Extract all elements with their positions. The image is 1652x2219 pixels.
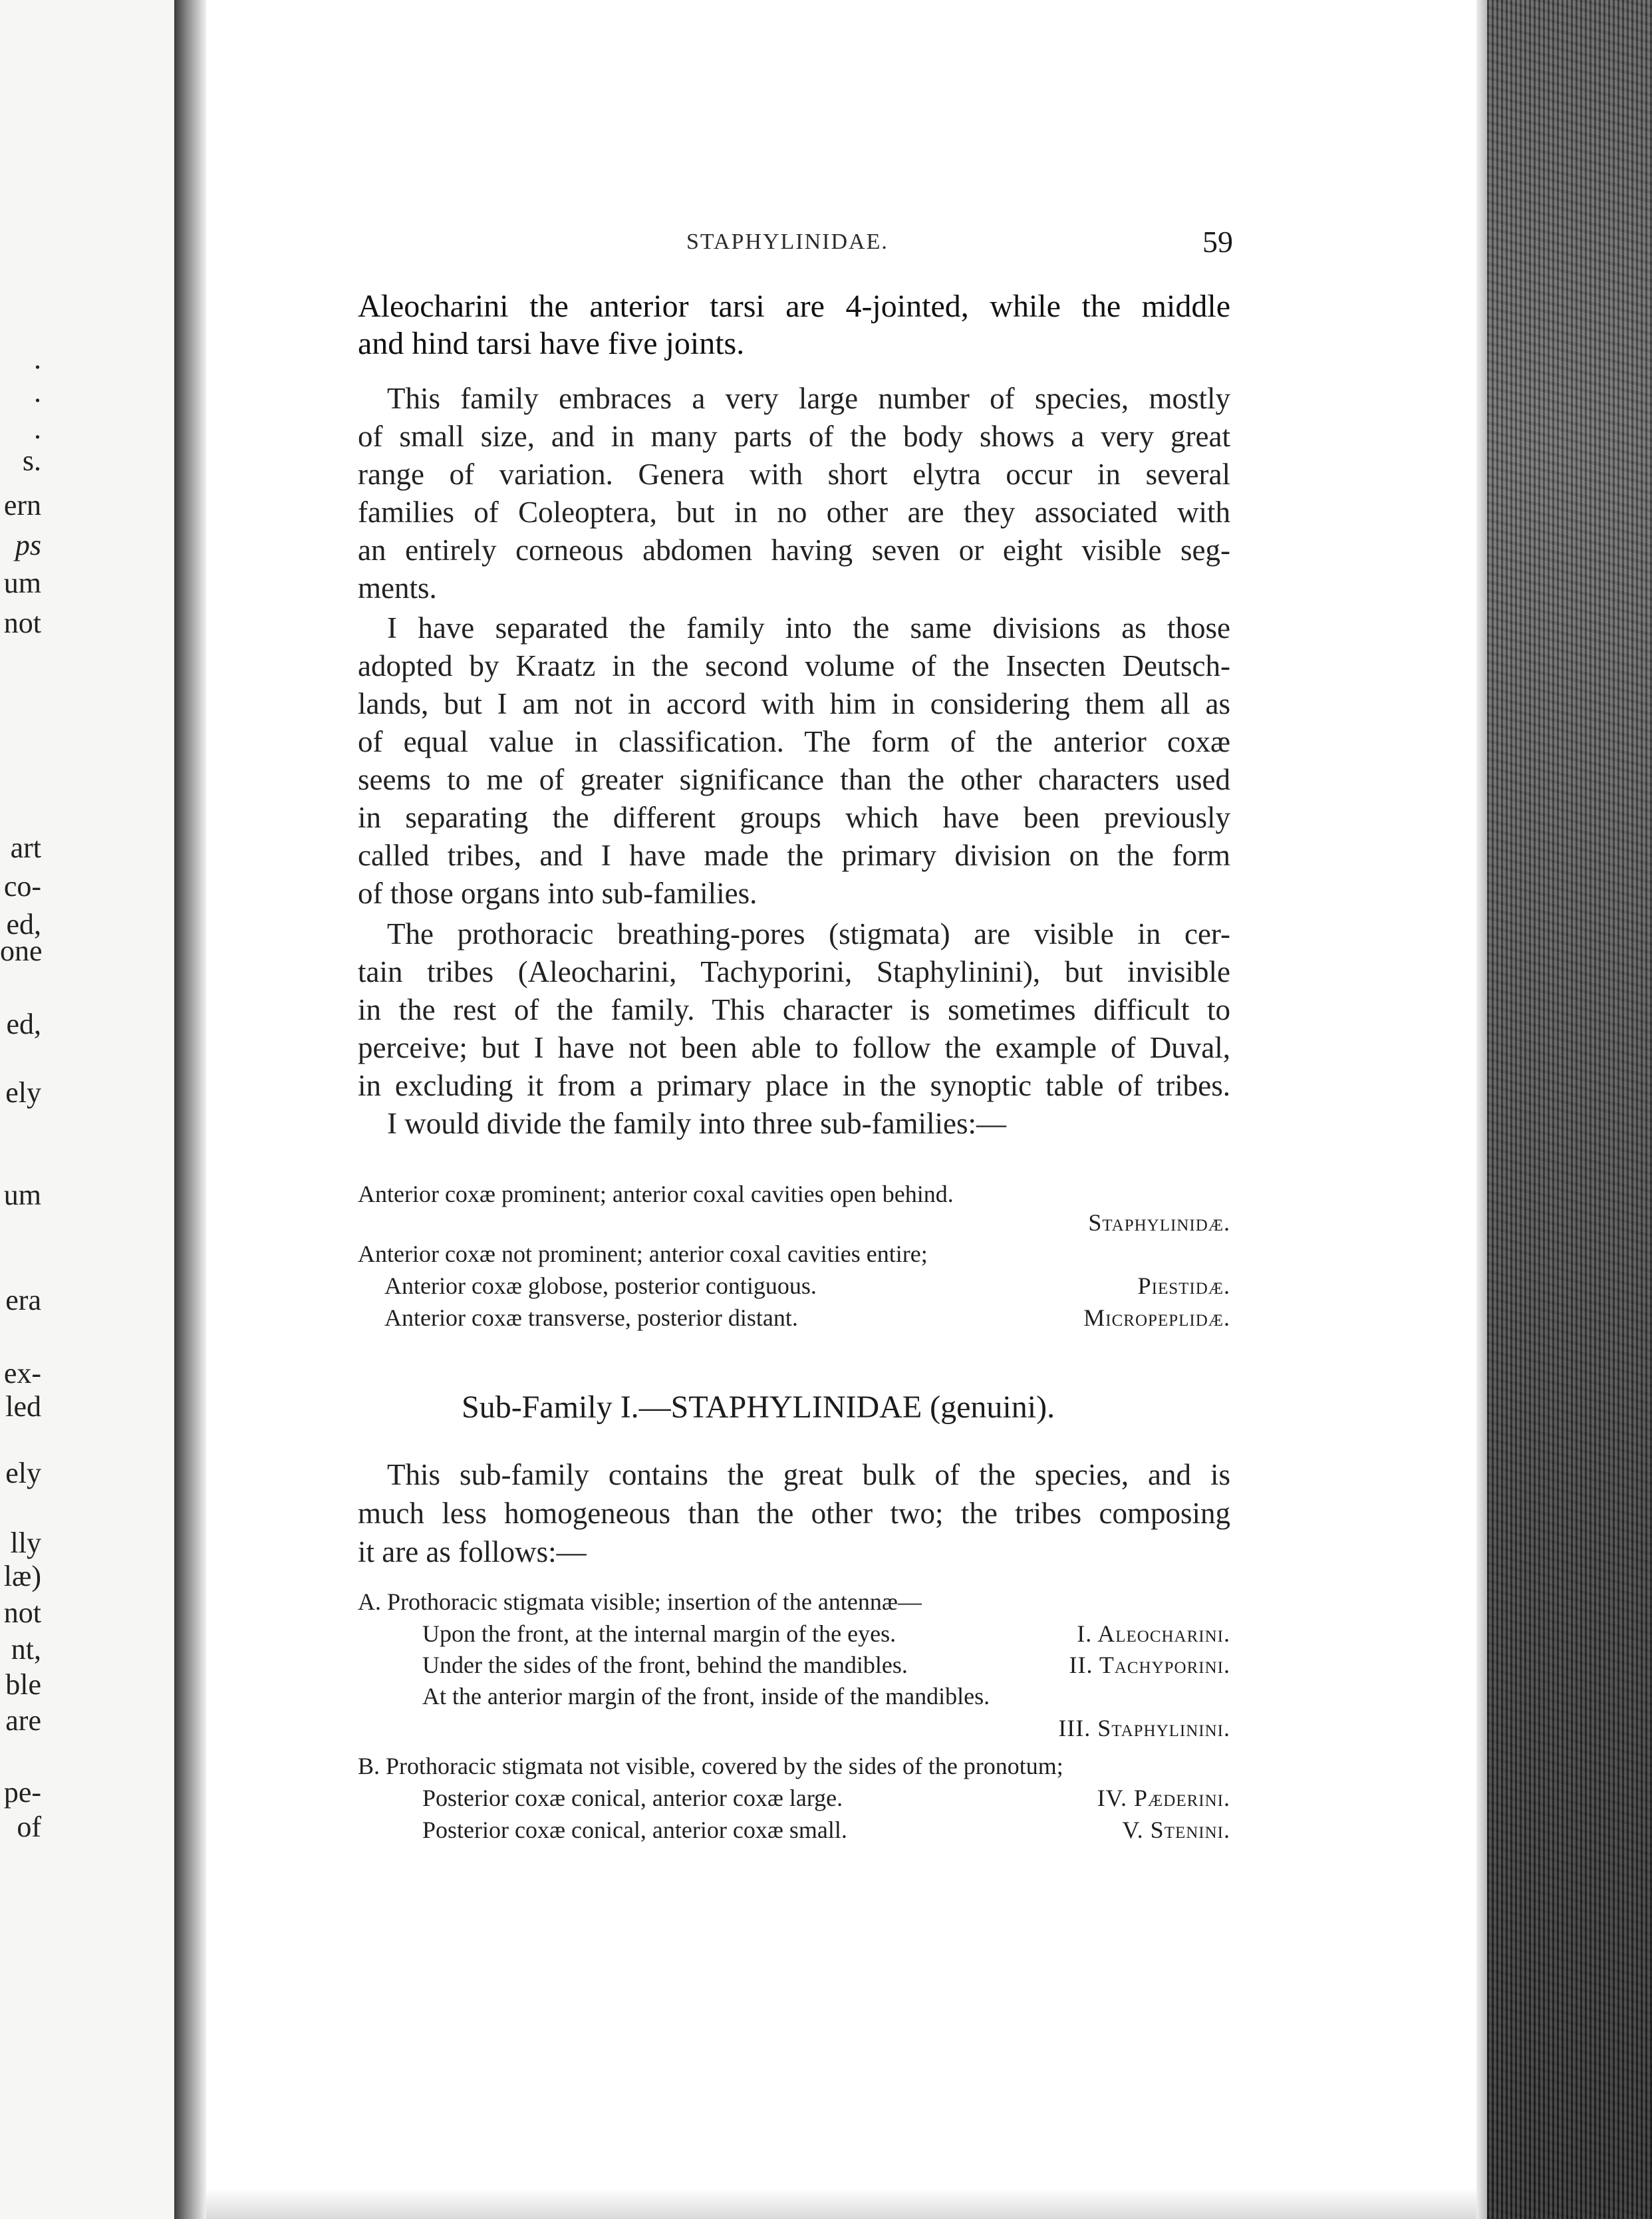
facing-page-fragment: um: [3, 1179, 41, 1211]
facing-page-fragment: not: [3, 1596, 41, 1629]
text-line: families of Coleoptera, but in no other are they associated with: [358, 496, 1230, 529]
page-number: 59: [1202, 225, 1233, 259]
facing-page-fragment: .: [34, 412, 41, 445]
key-entry: Anterior coxæ globose, posterior contiguous.: [384, 1272, 817, 1299]
text-line: tain tribes (Aleocharini, Tachyporini, Staphylinini), but invisible: [358, 955, 1230, 988]
facing-page-fragment: læ): [3, 1560, 41, 1592]
text-line: range of variation. Genera with short elytra occur in several: [358, 458, 1230, 491]
facing-page-fragment: era: [5, 1284, 41, 1316]
facing-page-fragment: ern: [3, 489, 41, 521]
key-entry: A. Prothoracic stigmata visible; insertion of the antennæ—: [358, 1588, 922, 1615]
facing-page-fragment: .: [34, 343, 41, 375]
facing-page-fragment: ely: [5, 1076, 41, 1109]
key-entry: At the anterior margin of the front, inside of the mandibles.: [422, 1683, 990, 1709]
running-head: STAPHYLINIDAE.: [686, 229, 889, 254]
facing-page-fragment: of: [17, 1811, 41, 1843]
text-line: in excluding it from a primary place in the synoptic table of tribes.: [358, 1069, 1230, 1102]
facing-page-fragment: lly: [10, 1527, 41, 1559]
facing-page-fragment: .: [34, 376, 41, 408]
text-line: Aleocharini the anterior tarsi are 4-jointed, while the middle: [358, 289, 1230, 324]
section-heading: Sub-Family I.—STAPHYLINIDAE (genuini).: [462, 1390, 1055, 1425]
key-result: IV. Pæderini.: [1097, 1785, 1230, 1811]
text-line: of equal value in classification. The form of the anterior coxæ: [358, 725, 1230, 758]
facing-page-fragment: art: [10, 831, 41, 864]
page-edge-shadow: [1476, 0, 1487, 2219]
key-entry: Anterior coxæ not prominent; anterior coxal cavities entire;: [358, 1241, 928, 1267]
key-entry: B. Prothoracic stigmata not visible, covered by the sides of the pronotum;: [358, 1753, 1063, 1779]
key-result: III. Staphylinini.: [1058, 1715, 1230, 1741]
key-result: II. Tachyporini.: [1069, 1652, 1230, 1678]
text-line: it are as follows:—: [358, 1535, 587, 1568]
key-result: Piestidæ.: [1137, 1272, 1230, 1299]
facing-page-fragment: pe-: [3, 1776, 41, 1809]
facing-page-fragment: ble: [5, 1668, 41, 1701]
text-line: seems to me of greater significance than the other characters used: [358, 763, 1230, 796]
facing-page-fragment: led: [5, 1390, 41, 1423]
text-line: perceive; but I have not been able to follow the example of Duval,: [358, 1031, 1230, 1064]
text-line: I would divide the family into three sub-families:—: [387, 1107, 1007, 1140]
key-entry: Posterior coxæ conical, anterior coxæ small.: [422, 1817, 847, 1843]
facing-page-fragment: one: [0, 935, 43, 967]
book-page: [206, 0, 1476, 2188]
page-bottom-shadow: [206, 2188, 1476, 2219]
book-gutter: [174, 0, 206, 2219]
book-fore-edge: [1487, 0, 1652, 2219]
key-result: V. Stenini.: [1122, 1817, 1230, 1843]
text-line: I have separated the family into the same divisions as those: [387, 611, 1230, 645]
facing-page-fragment: ed,: [6, 908, 41, 941]
text-line: much less homogeneous than the other two; the tribes composing: [358, 1497, 1230, 1530]
key-result: Staphylinidæ.: [1088, 1209, 1230, 1236]
facing-page-fragment: are: [5, 1704, 41, 1737]
facing-page-fragment: um: [3, 567, 41, 599]
text-line: an entirely corneous abdomen having seven or eight visible seg-: [358, 533, 1230, 567]
key-entry: Anterior coxæ transverse, posterior distant.: [384, 1304, 798, 1331]
key-entry: Anterior coxæ prominent; anterior coxal cavities open behind.: [358, 1181, 954, 1207]
key-entry: Posterior coxæ conical, anterior coxæ large.: [422, 1785, 843, 1811]
facing-page-fragment: co-: [3, 870, 41, 903]
text-line: The prothoracic breathing-pores (stigmata) are visible in cer-: [387, 917, 1230, 951]
key-entry: Under the sides of the front, behind the mandibles.: [422, 1652, 908, 1678]
facing-page-edge: [0, 0, 174, 2219]
text-line: in the rest of the family. This character is sometimes difficult to: [358, 993, 1230, 1026]
text-line: and hind tarsi have five joints.: [358, 326, 745, 361]
text-line: adopted by Kraatz in the second volume of the Insecten Deutsch-: [358, 649, 1230, 682]
facing-page-fragment: ps: [15, 529, 41, 561]
text-line: of small size, and in many parts of the body shows a very great: [358, 420, 1230, 453]
facing-page-fragment: not: [3, 607, 41, 639]
text-line: lands, but I am not in accord with him in considering them all as: [358, 687, 1230, 720]
facing-page-fragment: ed,: [6, 1008, 41, 1040]
text-line: ments.: [358, 571, 437, 605]
facing-page-fragment: ely: [5, 1457, 41, 1489]
text-line: This sub-family contains the great bulk of the species, and is: [387, 1458, 1230, 1491]
key-result: Micropeplidæ.: [1083, 1304, 1230, 1331]
text-line: in separating the different groups which have been previously: [358, 801, 1230, 834]
text-line: This family embraces a very large number of species, mostly: [387, 382, 1230, 415]
key-result: I. Aleocharini.: [1077, 1620, 1230, 1647]
facing-page-fragment: ex-: [3, 1357, 41, 1390]
facing-page-fragment: s.: [22, 444, 41, 477]
key-entry: Upon the front, at the internal margin of the eyes.: [422, 1620, 896, 1647]
text-line: called tribes, and I have made the primary division on the form: [358, 839, 1230, 872]
text-line: of those organs into sub-families.: [358, 877, 757, 910]
facing-page-fragment: nt,: [11, 1633, 41, 1666]
